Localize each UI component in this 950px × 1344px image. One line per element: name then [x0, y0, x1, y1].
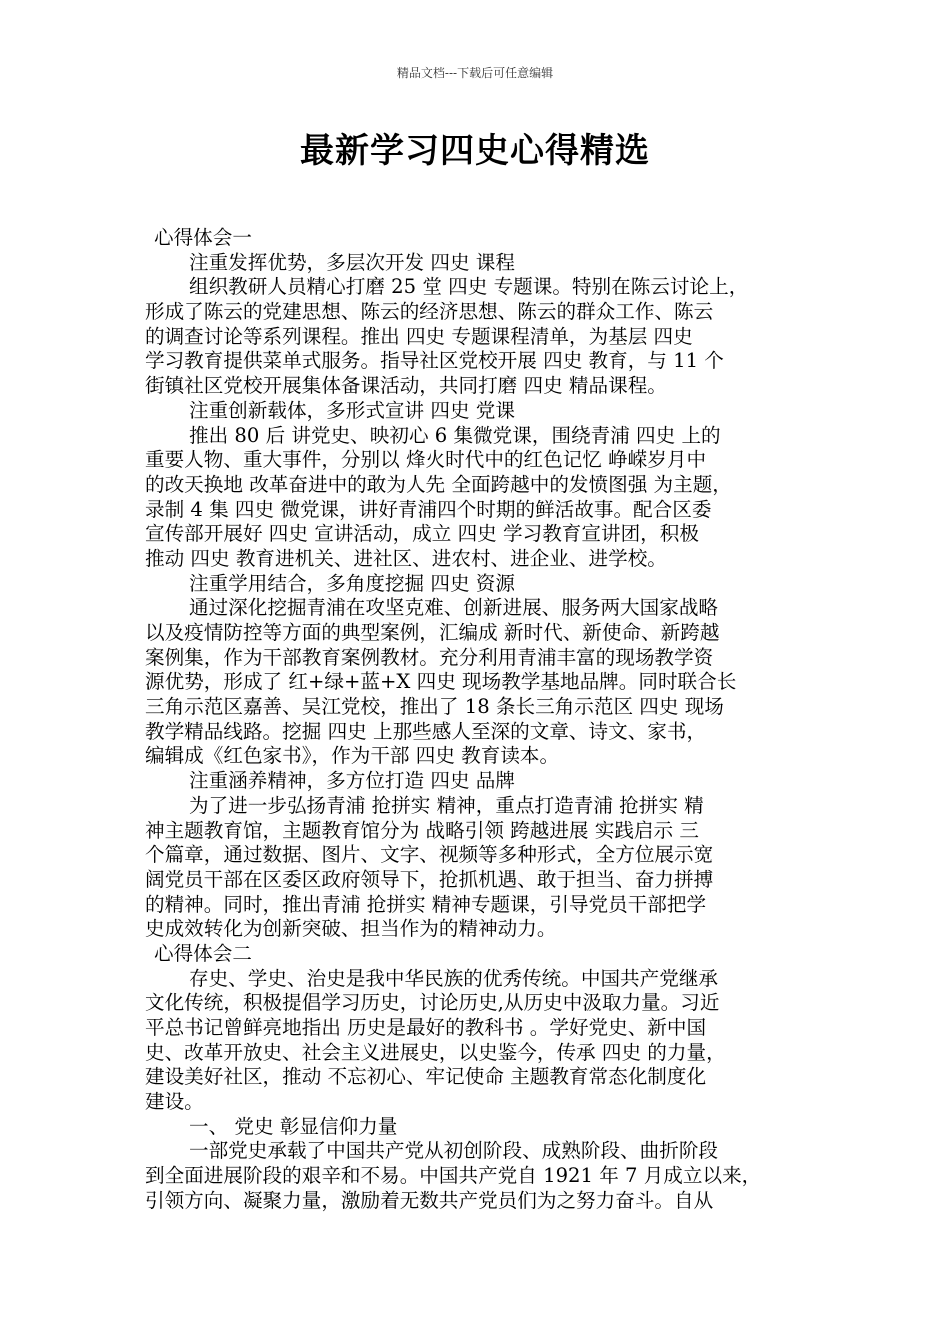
body-text-line: 史成效转化为创新突破、担当作为的精神动力。 — [145, 917, 557, 941]
body-text-line: 源优势，形成了 红+绿+蓝+X 四史 现场教学基地品牌。同时联合长 — [145, 670, 737, 694]
body-text-line: 案例集，作为干部教育案例教材。充分利用青浦丰富的现场教学资 — [145, 645, 714, 669]
body-text-line: 一、 党史 彰显信仰力量 — [189, 1114, 398, 1138]
body-text-line: 一部党史承载了中国共产党从初创阶段、成熟阶段、曲折阶段 — [189, 1139, 719, 1163]
body-text-line: 编辑成《红色家书》，作为干部 四史 教育读本。 — [145, 744, 560, 768]
body-text-line: 三角示范区嘉善、吴江党校，推出了 18 条长三角示范区 四史 现场 — [145, 695, 724, 719]
body-text-line: 个篇章，通过数据、图片、文字、视频等多种形式，全方位展示宽 — [145, 843, 714, 867]
body-text-line: 神主题教育馆，主题教育馆分为 战略引领 跨越进展 实践启示 三 — [145, 818, 699, 842]
body-text-line: 建设美好社区，推动 不忘初心、牢记使命 主题教育常态化制度化 — [145, 1065, 707, 1089]
body-text-line: 的精神。同时，推出青浦 抢拼实 精神专题课，引导党员干部把学 — [145, 892, 707, 916]
body-text-line: 推动 四史 教育进机关、进社区、进农村、进企业、进学校。 — [145, 546, 667, 570]
body-text-line: 心得体会二 — [154, 941, 252, 965]
body-text-line: 为了进一步弘扬青浦 抢拼实 精神，重点打造青浦 抢拼实 精 — [189, 793, 704, 817]
body-text-line: 注重学用结合，多角度挖掘 四史 资源 — [189, 571, 515, 595]
body-text-line: 到全面进展阶段的艰辛和不易。中国共产党自 1921 年 7 月成立以来， — [145, 1164, 762, 1188]
body-text-line: 注重涵养精神，多方位打造 四史 品牌 — [189, 769, 515, 793]
body-text-line: 存史、学史、治史是我中华民族的优秀传统。中国共产党继承 — [189, 966, 719, 990]
body-text-line: 宣传部开展好 四史 宣讲活动，成立 四史 学习教育宣讲团，积极 — [145, 522, 699, 546]
body-text-line: 注重发挥优势，多层次开发 四史 课程 — [189, 250, 515, 274]
body-text-line: 组织教研人员精心打磨 25 堂 四史 专题课。特别在陈云讨论上， — [189, 275, 749, 299]
body-text-line: 史、改革开放史、社会主义进展史，以史鉴今，传承 四史 的力量， — [145, 1040, 726, 1064]
body-text-line: 通过深化挖掘青浦在攻坚克难、创新进展、服务两大国家战略 — [189, 596, 719, 620]
body-text-line: 注重创新载体，多形式宣讲 四史 党课 — [189, 398, 515, 422]
body-text-line: 建设。 — [145, 1090, 204, 1114]
body-text-line: 推出 80 后 讲党史、映初心 6 集微党课，围绕青浦 四史 上的 — [189, 423, 721, 447]
body-text-line: 形成了陈云的党建思想、陈云的经济思想、陈云的群众工作、陈云 — [145, 300, 714, 324]
body-text-line: 的调查讨论等系列课程。推出 四史 专题课程清单，为基层 四史 — [145, 324, 693, 348]
body-text-line: 的改天换地 改革奋进中的敢为人先 全面跨越中的发愤图强 为主题， — [145, 472, 732, 496]
body-text-line: 平总书记曾鲜亮地指出 历史是最好的教科书 。学好党史、新中国 — [145, 1016, 707, 1039]
body-text-line: 教学精品线路。挖掘 四史 上那些感人至深的文章、诗文、家书， — [145, 719, 707, 743]
body-text-line: 引领方向、凝聚力量，激励着无数共产党员们为之努力奋斗。自从 — [145, 1188, 714, 1212]
body-text-line: 以及疫情防控等方面的典型案例，汇编成 新时代、新使命、新跨越 — [145, 621, 720, 644]
body-text-line: 文化传统，积极提倡学习历史，讨论历史,从历史中汲取力量。习近 — [145, 991, 720, 1015]
body-text-line: 录制 4 集 四史 微党课，讲好青浦四个时期的鲜活故事。配合区委 — [145, 497, 712, 521]
body-text-line: 重要人物、重大事件，分别以 烽火时代中的红色记忆 峥嵘岁月中 — [145, 448, 707, 472]
body-text-line: 阔党员干部在区委区政府领导下，抢抓机遇、敢于担当、奋力拼搏 — [145, 867, 714, 891]
body-text-line: 心得体会一 — [154, 226, 252, 249]
document-body — [145, 226, 810, 1214]
document-title: 最新学习四史心得精选 — [300, 131, 650, 171]
document-watermark: 精品文档---下载后可任意编辑 — [396, 66, 554, 80]
body-text-line: 学习教育提供菜单式服务。指导社区党校开展 四史 教育，与 11 个 — [145, 349, 724, 373]
body-text-line: 街镇社区党校开展集体备课活动，共同打磨 四史 精品课程。 — [145, 374, 667, 398]
